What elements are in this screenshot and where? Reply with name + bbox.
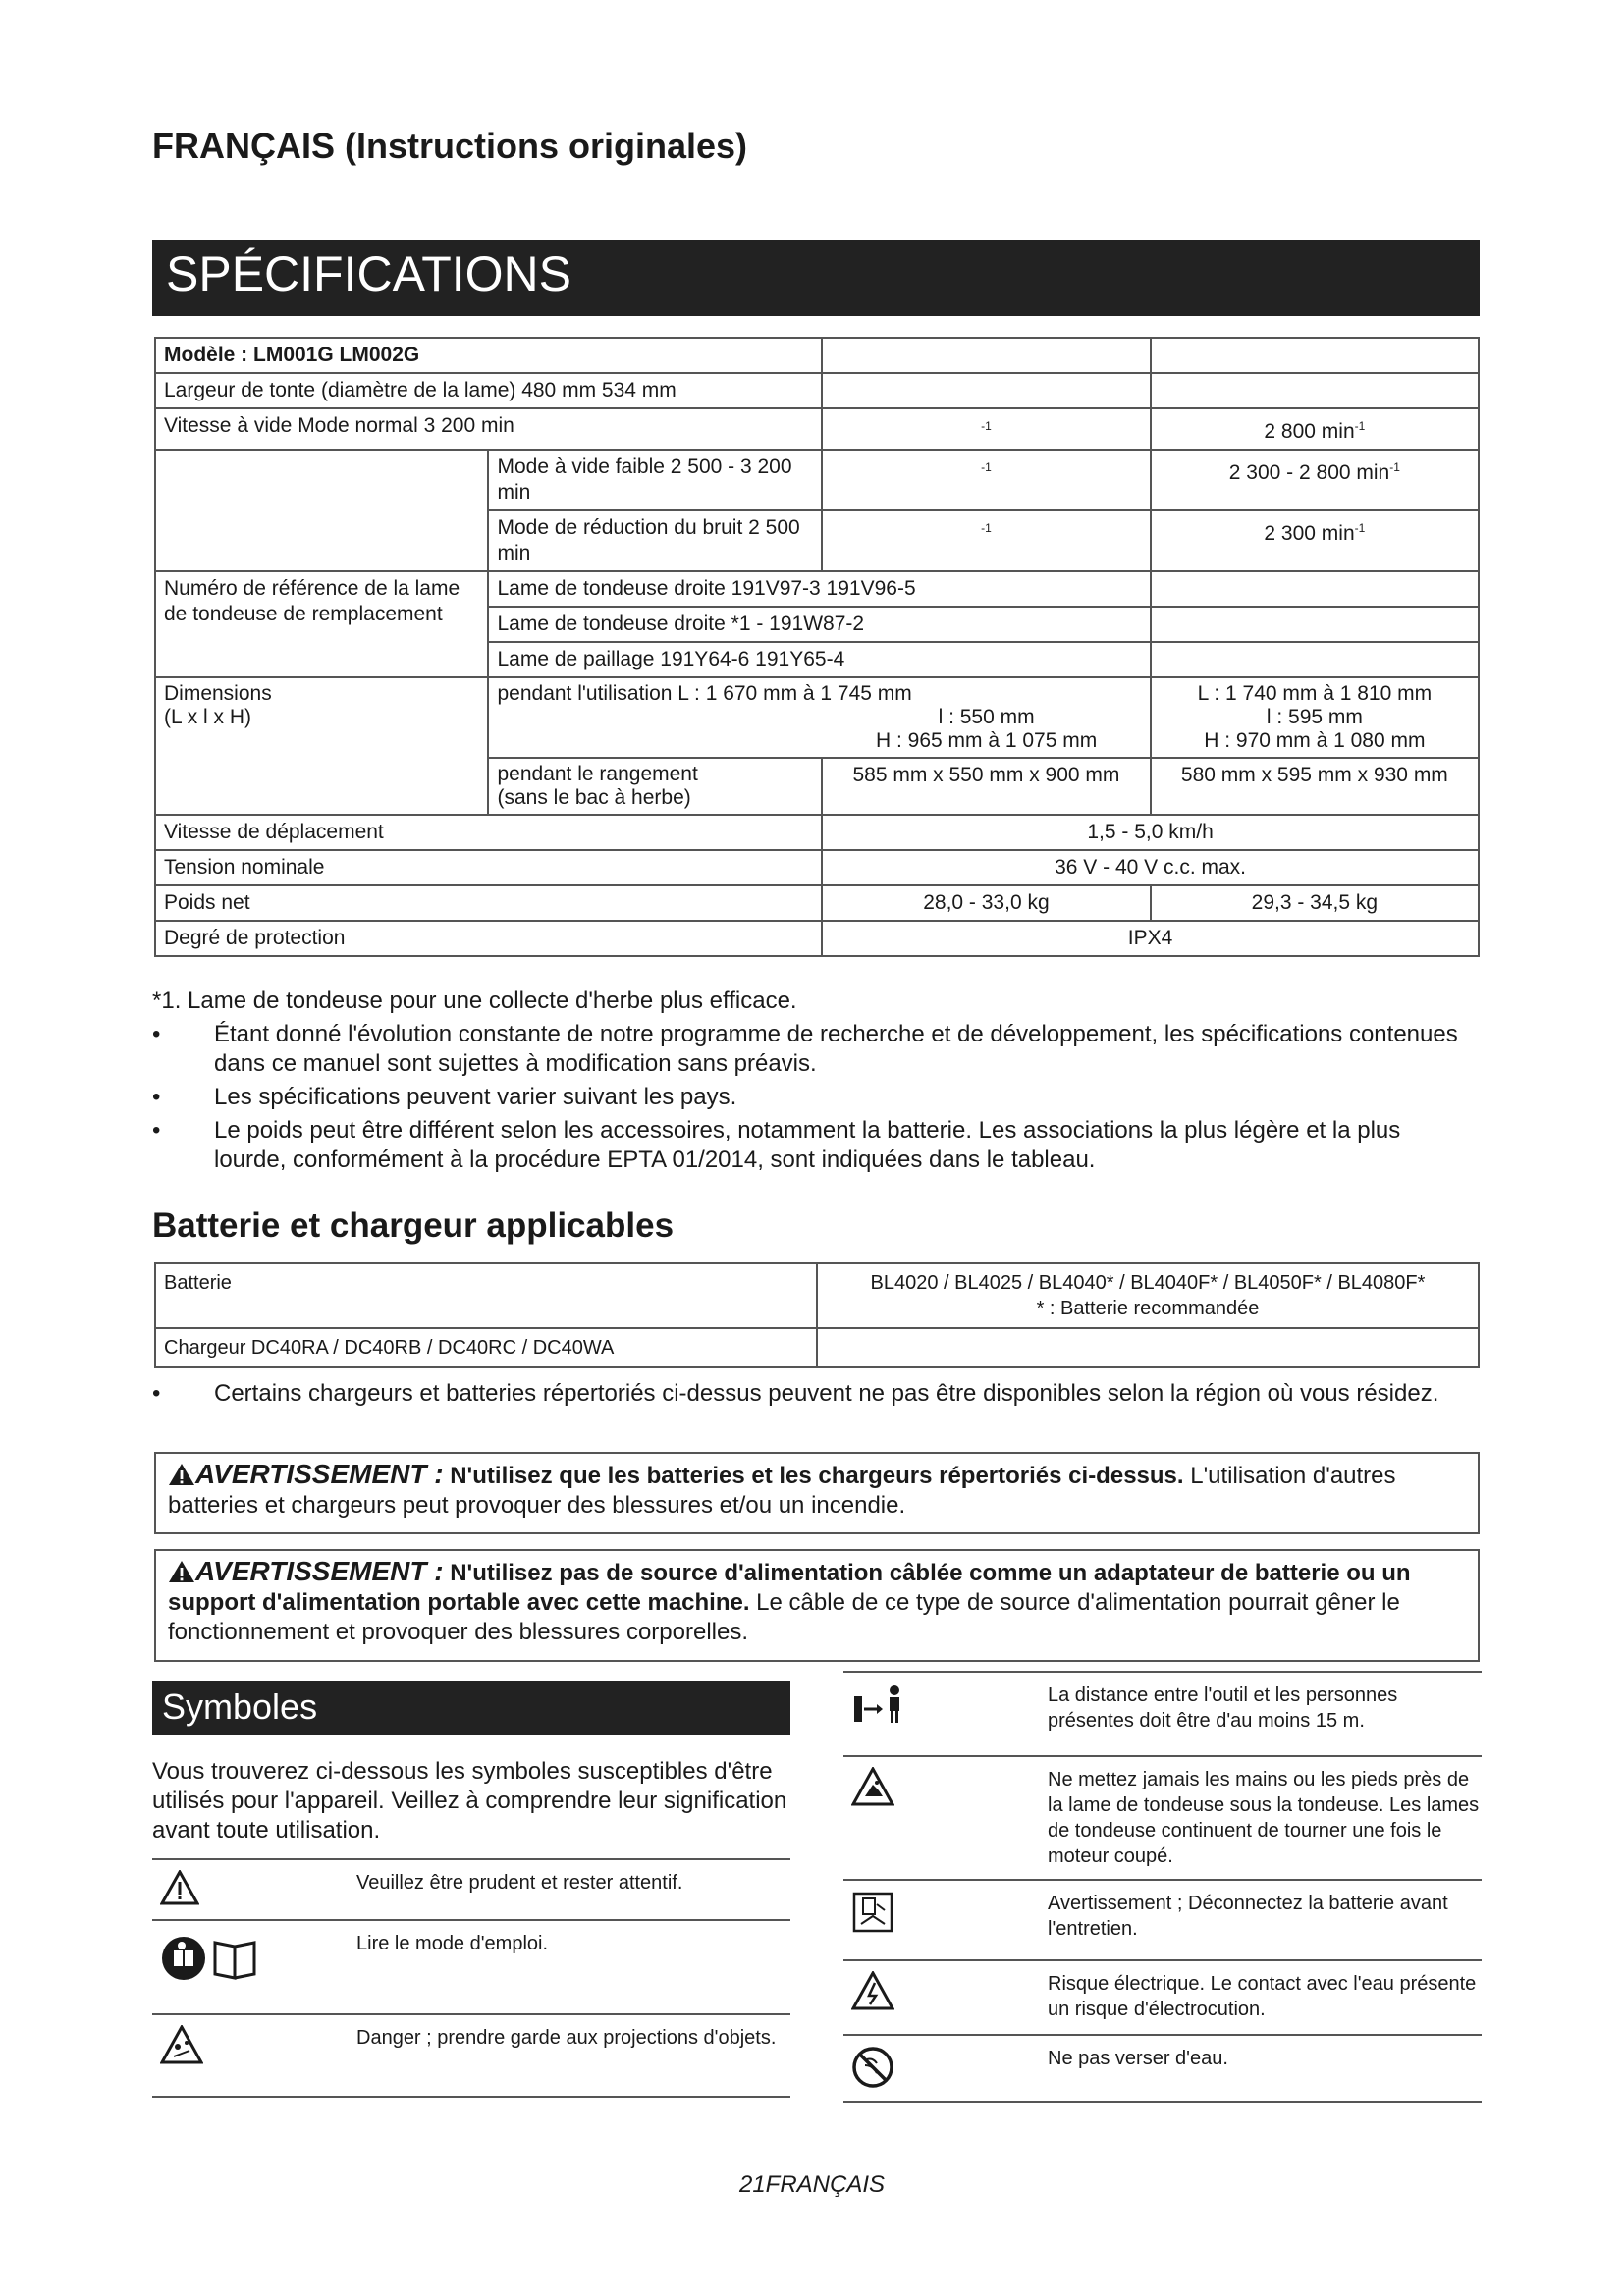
dimensions-storage-lm001: 585 mm x 550 mm x 900 mm (822, 758, 1151, 815)
hands-feet-blade-icon (851, 1767, 1048, 1806)
symbol-description: Ne mettez jamais les mains ou les pieds près de la lame de tondeuse sous la tondeuse. Les lames de tondeuse continuent de tourner une fois le moteur coupé. (1048, 1756, 1482, 1880)
noload-normal-lm002: 2 800 min (1264, 420, 1355, 443)
disconnect-battery-icon (851, 1891, 1048, 1934)
cutting-width: Largeur de tonte (diamètre de la lame) 480 mm 534 mm (155, 373, 822, 408)
symbol-description: La distance entre l'outil et les personnes présentes doit être d'au moins 15 m. (1048, 1672, 1482, 1756)
symbols-heading: Symboles (152, 1681, 790, 1735)
warning-box (154, 1452, 1480, 1534)
travel-speed-value: 1,5 - 5,0 km/h (822, 815, 1479, 850)
noload-noise-label: Mode de réduction du bruit 2 500 min (488, 510, 822, 571)
table-row (155, 921, 1479, 956)
blade-straight-2: Lame de tondeuse droite *1 - 191W87-2 (488, 607, 1150, 642)
protection-label: Degré de protection (155, 921, 822, 956)
battery-label: Batterie (155, 1263, 817, 1328)
net-weight-lm002: 29,3 - 34,5 kg (1151, 885, 1479, 921)
battery-availability-note: • Certains chargeurs et batteries répertoriés ci-dessus peuvent ne pas être disponibles selon la région où vous résidez. (152, 1378, 1540, 1409)
unit-superscript: -1 (981, 521, 992, 535)
unit-superscript: -1 (1389, 460, 1400, 474)
travel-speed-label: Vitesse de déplacement (155, 815, 822, 850)
replacement-blade-label: Numéro de référence de la lame de tondeuse de remplacement (155, 571, 488, 677)
electric-hazard-icon (851, 1971, 1048, 2010)
battery-models: BL4020 / BL4025 / BL4040* / BL4040F* / BL4050F* / BL4080F* (870, 1272, 1426, 1294)
keep-distance-icon (851, 1682, 1048, 1726)
noload-normal-label: Vitesse à vide Mode normal 3 200 min (155, 408, 822, 450)
warning-text: Le câble de ce type de source d'alimentation pourrait gêner le fonctionnement et provoquer des blessures corporelles. (168, 1589, 1400, 1645)
unit-superscript: -1 (981, 460, 992, 474)
warning-bold-text: N'utilisez que les batteries et les chargeurs répertoriés ci-dessus. (450, 1463, 1184, 1489)
dimensions-in-use-lm001-h: H : 965 mm à 1 075 mm (875, 729, 1098, 752)
charger-label: Chargeur DC40RA / DC40RB / DC40RC / DC40WA (155, 1328, 817, 1367)
symbol-description: Risque électrique. Le contact avec l'eau présente un risque d'électrocution. (1048, 1960, 1482, 2035)
table-row (843, 1672, 1482, 1756)
warning-bold-text: N'utilisez pas de source d'alimentation câblée comme un adaptateur de batterie ou un support d'alimentation portable avec cette machine. (168, 1560, 1411, 1616)
note-bullet: • Le poids peut être différent selon les accessoires, notamment la batterie. Les associations la plus légère et la plus lourde, conformément à la procédure EPTA 01/2014, sont indiquées dans le tableau. (152, 1116, 1478, 1175)
protection-value: IPX4 (822, 921, 1479, 956)
symbol-description: Ne pas verser d'eau. (1048, 2035, 1482, 2102)
page-footer: 21FRANÇAIS (738, 2171, 886, 2198)
blade-mulching: Lame de paillage 191Y64-6 191Y65-4 (488, 642, 1150, 677)
table-row (155, 850, 1479, 885)
table-row (155, 338, 1479, 373)
read-manual-icon (160, 1931, 356, 1986)
unit-superscript: -1 (1354, 419, 1366, 433)
dimensions-storage-lm002: 580 mm x 595 mm x 930 mm (1151, 758, 1479, 815)
battery-table (154, 1262, 1480, 1368)
unit-superscript: -1 (1354, 521, 1366, 535)
table-row (843, 1960, 1482, 2035)
noload-low-label: Mode à vide faible 2 500 - 3 200 min (488, 450, 822, 510)
battery-section-title: Batterie et chargeur applicables (152, 1206, 675, 1245)
dimensions-storage-label: pendant le rangement (497, 763, 698, 785)
table-row (155, 571, 1479, 607)
footnote-1: *1. Lame de tondeuse pour une collecte d'herbe plus efficace. (152, 988, 797, 1014)
dimensions-sublabel: (L x l x H) (164, 706, 252, 728)
unit-superscript: -1 (981, 419, 992, 433)
net-weight-lm001: 28,0 - 33,0 kg (822, 885, 1151, 921)
rated-voltage-value: 36 V - 40 V c.c. max. (822, 850, 1479, 885)
dimensions-in-use-lm001-w: l : 550 mm (938, 706, 1035, 728)
table-row (155, 373, 1479, 408)
rated-voltage-label: Tension nominale (155, 850, 822, 885)
battery-recommended: * : Batterie recommandée (1036, 1298, 1260, 1319)
dimensions-in-use-lm002-w: l : 595 mm (1266, 706, 1363, 728)
table-row (152, 1920, 790, 2014)
model-label: Modèle : LM001G LM002G (155, 338, 822, 373)
net-weight-label: Poids net (155, 885, 822, 921)
warning-box (154, 1549, 1480, 1662)
symbol-description: Danger ; prendre garde aux projections d'objets. (356, 2014, 790, 2097)
dimensions-storage-sublabel: (sans le bac à herbe) (497, 786, 691, 809)
warning-text: L'utilisation d'autres batteries et chargeurs peut provoquer des blessures et/ou un incendie. (168, 1463, 1396, 1519)
dimensions-label: Dimensions (164, 682, 272, 705)
note-bullet: • Étant donné l'évolution constante de notre programme de recherche et de développement, les spécifications contenues dans ce manuel sont sujettes à modification sans préavis. (152, 1020, 1478, 1079)
table-row (843, 1756, 1482, 1880)
table-row (152, 2014, 790, 2097)
specifications-heading: SPÉCIFICATIONS (152, 240, 1480, 316)
table-row (155, 1263, 1479, 1328)
table-row (152, 1859, 790, 1920)
symbol-description: Veuillez être prudent et rester attentif. (356, 1859, 790, 1920)
table-row (155, 408, 1479, 450)
warning-triangle-icon (160, 1870, 356, 1905)
table-row (155, 885, 1479, 921)
symbol-description: Lire le mode d'emploi. (356, 1920, 790, 2014)
dimensions-in-use-lm002-l: L : 1 740 mm à 1 810 mm (1197, 682, 1433, 705)
noload-noise-lm002: 2 300 min (1264, 522, 1355, 545)
page-language-title: FRANÇAIS (Instructions originales) (152, 126, 748, 166)
table-row (155, 1328, 1479, 1367)
blade-straight-1: Lame de tondeuse droite 191V97-3 191V96-5 (488, 571, 1150, 607)
no-water-icon (851, 2046, 1048, 2089)
symbols-table-right (843, 1671, 1482, 2103)
warning-icon (168, 1560, 195, 1583)
table-row (843, 2035, 1482, 2102)
noload-low-lm002: 2 300 - 2 800 min (1228, 461, 1390, 484)
table-row (843, 1880, 1482, 1960)
note-bullet: • Les spécifications peuvent varier suivant les pays. (152, 1083, 1478, 1112)
warning-keyword: AVERTISSEMENT : (195, 1459, 444, 1489)
warning-keyword: AVERTISSEMENT : (195, 1556, 444, 1586)
symbol-description: Avertissement ; Déconnectez la batterie avant l'entretien. (1048, 1880, 1482, 1960)
dimensions-in-use-lm002-h: H : 970 mm à 1 080 mm (1204, 729, 1426, 752)
table-row (155, 815, 1479, 850)
specifications-table (154, 337, 1480, 957)
spec-notes (152, 987, 1478, 1179)
thrown-objects-icon (160, 2025, 356, 2064)
symbols-table-left (152, 1858, 790, 2098)
warning-icon (168, 1463, 195, 1486)
table-row (155, 677, 1479, 758)
symbols-intro: Vous trouverez ci-dessous les symboles susceptibles d'être utilisés pour l'appareil. Veillez à comprendre leur signification avant toute utilisation. (152, 1758, 787, 1843)
table-row (155, 450, 1479, 510)
dimensions-in-use-label: pendant l'utilisation L : 1 670 mm à 1 745 mm (497, 682, 912, 705)
